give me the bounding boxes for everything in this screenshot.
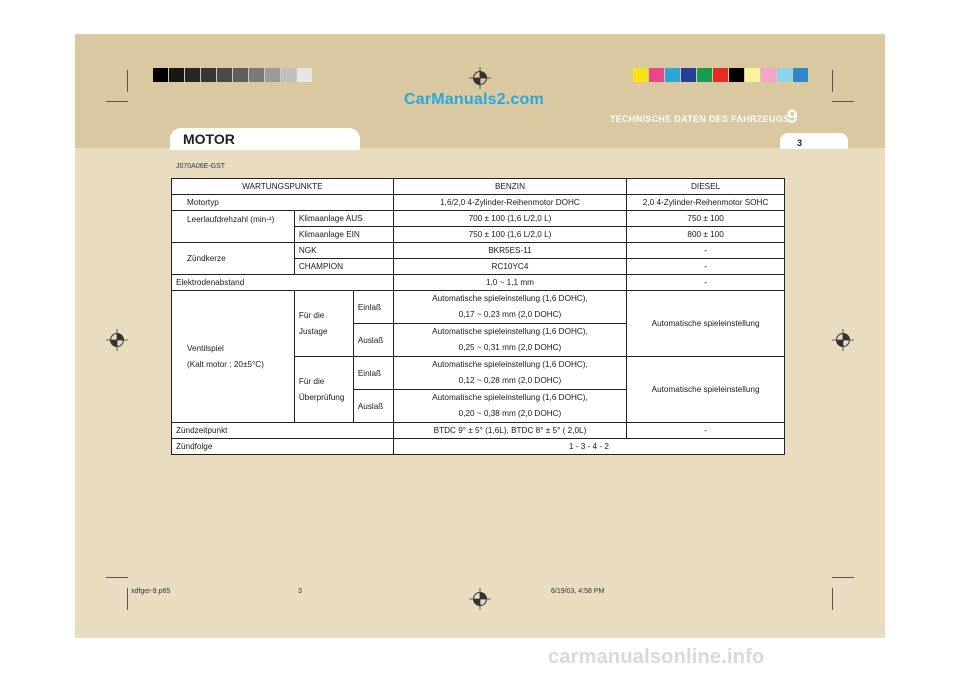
footer-file: xdfger-9.p65: [131, 588, 171, 595]
leerlauf-diesel: 800 ± 100: [627, 227, 785, 243]
color-swatch: [777, 68, 792, 82]
registration-mark-bottom-icon: [469, 588, 491, 610]
table-header-row: [172, 179, 785, 195]
color-swatch: [745, 68, 760, 82]
table-row: [172, 423, 785, 439]
ventilspiel-line1: Ventilspiel: [187, 343, 224, 353]
zuendzeitpunkt-benzin: BTDC 9° ± 5° (1,6L), BTDC 8° ± 5° ( 2,0L): [393, 423, 626, 439]
footer-timestamp: 6/19/03, 4:58 PM: [551, 588, 605, 595]
label-zuendfolge: Zündfolge: [172, 439, 394, 455]
color-swatch: [729, 68, 744, 82]
label-motortyp: Motortyp: [172, 195, 394, 211]
justage-einlass-value: [393, 291, 626, 324]
table-row: [172, 439, 785, 455]
header-benzin: BENZIN: [393, 179, 626, 195]
label-zuendzeitpunkt: Zündzeitpunkt: [172, 423, 394, 439]
leerlauf-benzin: 700 ± 100 (1,6 L/2,0 L): [393, 211, 626, 227]
justage-line1: Für die: [298, 310, 325, 320]
label-elektrodenabstand: Elektrodenabstand: [172, 275, 394, 291]
label-zuendkerze: Zündkerze: [172, 243, 295, 275]
color-swatch: [697, 68, 712, 82]
value-line2: 0,25 ~ 0,31 mm (2,0 DOHC): [458, 343, 562, 352]
document-code: J070A06E-GST: [176, 163, 226, 170]
label-pruefung: [294, 357, 353, 423]
zuendkerze-diesel: -: [627, 259, 785, 275]
color-swatch: [217, 68, 232, 82]
pruefung-line2: Überprüfung: [298, 392, 345, 402]
color-swatch: [265, 68, 280, 82]
color-swatch: [793, 68, 808, 82]
color-swatch: [169, 68, 184, 82]
color-swatch: [713, 68, 728, 82]
registration-mark-top-icon: [469, 67, 491, 89]
justage-auslass-value: [393, 324, 626, 357]
label-einlass: Einlaß: [353, 291, 393, 324]
pruefung-diesel: Automatische spieleinstellung: [627, 357, 785, 423]
zuendzeitpunkt-diesel: -: [627, 423, 785, 439]
ventilspiel-line2: (Kalt motor : 20±5°C): [187, 359, 264, 369]
elektrodenabstand-benzin: 1,0 ~ 1,1 mm: [393, 275, 626, 291]
color-swatch: [233, 68, 248, 82]
color-swatch: [201, 68, 216, 82]
color-swatch: [281, 68, 296, 82]
justage-diesel: Automatische spieleinstellung: [627, 291, 785, 357]
color-swatch: [153, 68, 168, 82]
value-line1: Automatische spieleinstellung (1,6 DOHC),: [432, 327, 588, 336]
zuendkerze-diesel: -: [627, 243, 785, 259]
header-diesel: DIESEL: [627, 179, 785, 195]
label-einlass: Einlaß: [353, 357, 393, 390]
color-swatch: [185, 68, 200, 82]
zuendkerze-brand: NGK: [294, 243, 393, 259]
color-swatch: [665, 68, 680, 82]
pruefung-einlass-value: [393, 357, 626, 390]
leerlauf-condition: Klimaanlage AUS: [294, 211, 393, 227]
grayscale-color-strip: [153, 68, 313, 82]
zuendkerze-brand: CHAMPION: [294, 259, 393, 275]
label-leerlaufdrehzahl: Leerlaufdrehzahl (min-¹): [172, 211, 295, 243]
label-justage: [294, 291, 353, 357]
value-line2: 0,17 ~ 0,23 mm (2,0 DOHC): [458, 310, 562, 319]
label-auslass: Auslaß: [353, 390, 393, 423]
motortyp-diesel: 2,0 4-Zylinder-Reihenmotor SOHC: [627, 195, 785, 211]
header-wartungspunkte: WARTUNGSPUNKTE: [172, 179, 394, 195]
motortyp-benzin: 1,6/2,0 4-Zylinder-Reihenmotor DOHC: [393, 195, 626, 211]
value-line1: Automatische spieleinstellung (1,6 DOHC),: [432, 294, 588, 303]
watermark-top[interactable]: CarManuals2.com: [404, 91, 544, 108]
leerlauf-diesel: 750 ± 100: [627, 211, 785, 227]
table-row: [172, 211, 785, 227]
section-title: MOTOR: [183, 131, 235, 147]
justage-line2: Justage: [298, 326, 328, 336]
color-swatch: [649, 68, 664, 82]
color-swatch: [249, 68, 264, 82]
watermark-bottom[interactable]: carmanualsonline.info: [548, 646, 765, 668]
registration-mark-left-icon: [106, 329, 128, 351]
value-line1: Automatische spieleinstellung (1,6 DOHC),: [432, 393, 588, 402]
label-ventilspiel: [172, 291, 295, 423]
chapter-number: 9: [787, 107, 798, 128]
color-swatch: [761, 68, 776, 82]
table-row: [172, 275, 785, 291]
elektrodenabstand-diesel: -: [627, 275, 785, 291]
color-swatch: [681, 68, 696, 82]
value-line2: 0,12 ~ 0,28 mm (2,0 DOHC): [458, 376, 562, 385]
leerlauf-condition: Klimaanlage EIN: [294, 227, 393, 243]
zuendfolge-value: 1 - 3 - 4 - 2: [393, 439, 784, 455]
pruefung-auslass-value: [393, 390, 626, 423]
page-number: 3: [797, 138, 803, 148]
table-row: [172, 243, 785, 259]
chapter-title: TECHNISCHE DATEN DES FAHRZEUGS: [610, 114, 790, 124]
footer-page: 3: [298, 588, 302, 595]
label-auslass: Auslaß: [353, 324, 393, 357]
leerlauf-benzin: 750 ± 100 (1,6 L/2,0 L): [393, 227, 626, 243]
table-row: [172, 291, 785, 324]
cmyk-color-strip: [633, 68, 809, 82]
registration-mark-right-icon: [832, 329, 854, 351]
spec-table: [171, 178, 785, 455]
pruefung-line1: Für die: [298, 376, 325, 386]
zuendkerze-benzin: BKR5ES-11: [393, 243, 626, 259]
table-row: [172, 195, 785, 211]
color-swatch: [297, 68, 312, 82]
page-tab: [780, 133, 848, 149]
value-line2: 0,20 ~ 0,38 mm (2,0 DOHC): [458, 409, 562, 418]
value-line1: Automatische spieleinstellung (1,6 DOHC),: [432, 360, 588, 369]
zuendkerze-benzin: RC10YC4: [393, 259, 626, 275]
color-swatch: [633, 68, 648, 82]
